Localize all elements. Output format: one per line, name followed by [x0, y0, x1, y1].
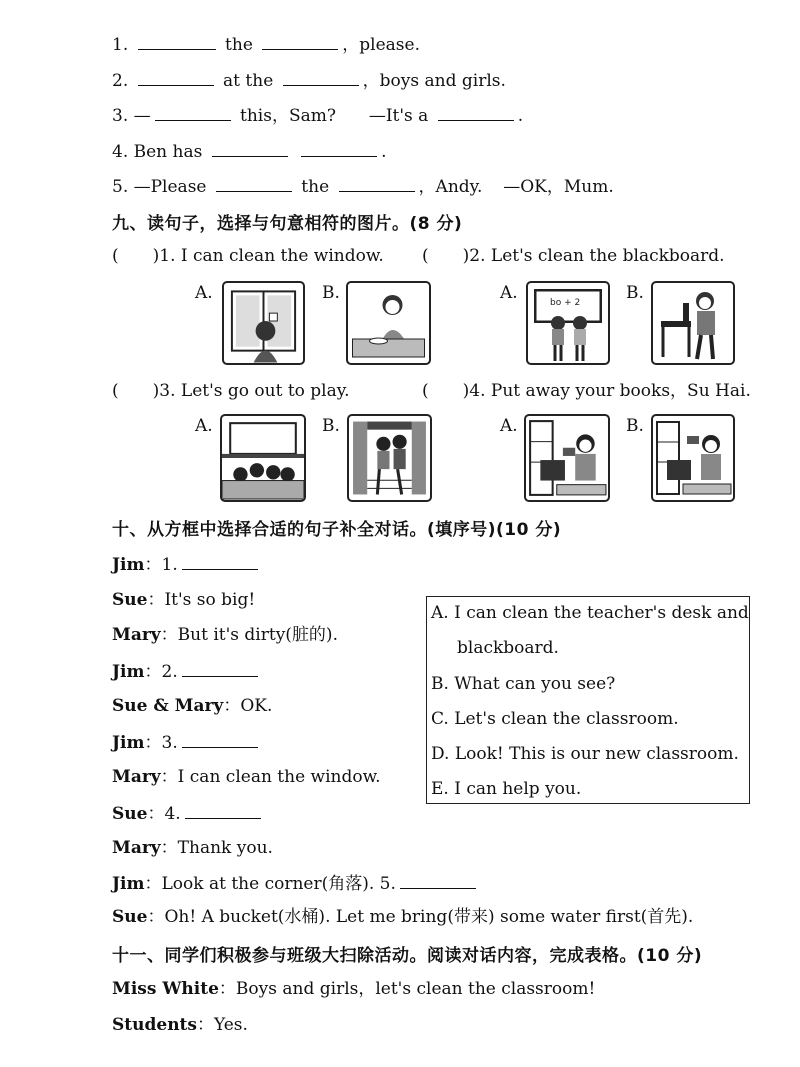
answer-blank[interactable] [400, 872, 476, 889]
fill-line-3 [112, 104, 523, 127]
line-text: 1. [161, 555, 178, 575]
answer-blank[interactable] [339, 175, 415, 192]
item-number: 1. [112, 35, 129, 55]
dialog-line [112, 978, 595, 1000]
option-b-label: B. [626, 416, 644, 436]
speaker: Sue [112, 590, 148, 610]
option-a-label: A. [500, 283, 518, 303]
text: the [301, 177, 330, 197]
bookshelf-illustration [653, 416, 733, 500]
line-text: 2. [161, 662, 178, 682]
section-11-title: 十一、同学们积极参与班级大扫除活动。阅读对话内容，完成表格。(10 分) [112, 946, 703, 966]
sep: ： [147, 907, 165, 927]
options-box [426, 596, 750, 804]
picture-bookshelf-a[interactable] [524, 414, 610, 502]
sep: ： [218, 979, 236, 999]
answer-paren[interactable]: ( [422, 381, 429, 401]
dialog-line [112, 837, 273, 859]
line-text: It's so big! [164, 590, 256, 610]
picture-window-cleaning[interactable] [222, 281, 305, 365]
speaker: Sue & Mary [112, 696, 224, 716]
answer-blank[interactable] [138, 33, 216, 50]
item-number: 3. — [112, 106, 151, 126]
speaker: Jim [112, 555, 145, 575]
line-text: Boys and girls，let's clean the classroom! [235, 979, 596, 999]
option-a-label: A. [195, 283, 213, 303]
answer-paren[interactable]: ( [422, 246, 429, 266]
dialog-line [112, 695, 272, 717]
dialog-line [112, 1014, 248, 1036]
item-number: 4. Ben has [112, 142, 203, 162]
sep: ： [196, 1015, 214, 1035]
text: ，please. [342, 35, 421, 55]
question-9-1 [112, 245, 384, 267]
sep: ： [144, 874, 162, 894]
option-b-label: B. [626, 283, 644, 303]
dialog-line [112, 624, 338, 646]
speaker: Sue [112, 804, 148, 824]
option-d: D. Look! This is our new classroom. [431, 744, 739, 764]
line-text: Yes. [213, 1015, 248, 1035]
dialog-line [112, 731, 262, 754]
speaker: Sue [112, 907, 148, 927]
speaker: Mary [112, 625, 161, 645]
sep: ： [147, 590, 165, 610]
option-e: E. I can help you. [431, 779, 582, 799]
question-9-2 [422, 245, 725, 267]
item-number: 5. —Please [112, 177, 207, 197]
option-a: A. I can clean the teacher's desk and [431, 603, 749, 623]
answer-blank[interactable] [155, 104, 231, 121]
answer-blank[interactable] [182, 731, 258, 748]
item-number: )2. [462, 246, 486, 266]
classroom-illustration [222, 416, 304, 500]
line-text: 4. [164, 804, 181, 824]
text: . [381, 142, 387, 162]
line-text: But it's dirty(脏的). [177, 625, 338, 645]
dialog-line [112, 660, 262, 683]
section-9-title: 九、读句子，选择与句意相符的图片。(8 分) [112, 214, 463, 234]
question-9-4 [422, 380, 751, 402]
fill-line-4 [112, 140, 387, 163]
dialog-line [112, 589, 255, 611]
text: ，Andy. [418, 177, 483, 197]
picture-desk-cleaning[interactable] [346, 281, 431, 365]
line-text: Look at the corner(角落). 5. [161, 874, 396, 894]
question-text: Let's clean the blackboard. [490, 246, 725, 266]
board-text: bo + 2 [550, 298, 581, 308]
sep: ： [144, 733, 162, 753]
option-a-continued: blackboard. [457, 638, 559, 658]
picture-chair-moving[interactable] [651, 281, 735, 365]
answer-blank[interactable] [138, 69, 214, 86]
bookshelf-illustration [526, 416, 608, 500]
picture-bookshelf-b[interactable] [651, 414, 735, 502]
line-text: 3. [161, 733, 178, 753]
answer-blank[interactable] [182, 660, 258, 677]
question-9-3 [112, 380, 350, 402]
chair-illustration [653, 283, 733, 363]
answer-blank[interactable] [438, 104, 514, 121]
answer-blank[interactable] [216, 175, 292, 192]
option-a-label: A. [195, 416, 213, 436]
line-text: Thank you. [177, 838, 273, 858]
dialog-line [112, 872, 480, 895]
speaker: Mary [112, 838, 161, 858]
answer-paren[interactable]: ( [112, 246, 119, 266]
picture-classroom-students[interactable] [220, 414, 306, 502]
option-b-label: B. [322, 283, 340, 303]
option-c: C. Let's clean the classroom. [431, 709, 679, 729]
question-text: I can clean the window. [180, 246, 384, 266]
speaker: Jim [112, 874, 145, 894]
text: ，boys and girls. [362, 71, 506, 91]
sep: ： [144, 555, 162, 575]
answer-blank[interactable] [262, 33, 338, 50]
dialog-line [112, 553, 262, 576]
item-number: 2. [112, 71, 129, 91]
sep: ： [160, 838, 178, 858]
speaker: Miss White [112, 979, 219, 999]
desk-illustration [348, 283, 429, 363]
answer-paren[interactable]: ( [112, 381, 119, 401]
dialog-line [112, 802, 265, 825]
section-10-title: 十、从方框中选择合适的句子补全对话。(填序号)(10 分) [112, 520, 562, 540]
dialog-line [112, 766, 381, 788]
blackboard-illustration [528, 283, 608, 363]
text: —It's a [368, 106, 429, 126]
fill-line-5 [112, 175, 614, 198]
item-number: )3. [152, 381, 176, 401]
sep: ： [223, 696, 241, 716]
answer-blank[interactable] [212, 140, 288, 157]
sep: ： [144, 662, 162, 682]
speaker: Students [112, 1015, 197, 1035]
line-text: I can clean the window. [177, 767, 381, 787]
item-number: )1. [152, 246, 176, 266]
fill-line-1 [112, 33, 420, 56]
sep: ： [160, 767, 178, 787]
picture-going-out[interactable] [347, 414, 432, 502]
line-text: OK. [240, 696, 273, 716]
window-illustration [224, 283, 303, 363]
answer-blank[interactable] [182, 553, 258, 570]
speaker: Jim [112, 662, 145, 682]
text: the [225, 35, 253, 55]
speaker: Mary [112, 767, 161, 787]
option-b-label: B. [322, 416, 340, 436]
sep: ： [147, 804, 165, 824]
text: . [517, 106, 524, 126]
text: at the [223, 71, 274, 91]
speaker: Jim [112, 733, 145, 753]
line-text: Oh! A bucket(水桶). Let me bring(带来) some water first(首先). [164, 907, 694, 927]
picture-blackboard-cleaning[interactable] [526, 281, 610, 365]
text: —OK，Mum. [503, 177, 614, 197]
answer-blank[interactable] [185, 802, 261, 819]
item-number: )4. [462, 381, 486, 401]
text: this，Sam? [240, 106, 336, 126]
answer-blank[interactable] [283, 69, 359, 86]
sep: ： [160, 625, 178, 645]
option-b: B. What can you see? [431, 674, 616, 694]
fill-line-2 [112, 69, 506, 92]
option-a-label: A. [500, 416, 518, 436]
dialog-line [112, 906, 693, 928]
answer-blank[interactable] [301, 140, 377, 157]
question-text: Put away your books，Su Hai. [490, 381, 751, 401]
doorway-illustration [349, 416, 430, 500]
question-text: Let's go out to play. [180, 381, 350, 401]
